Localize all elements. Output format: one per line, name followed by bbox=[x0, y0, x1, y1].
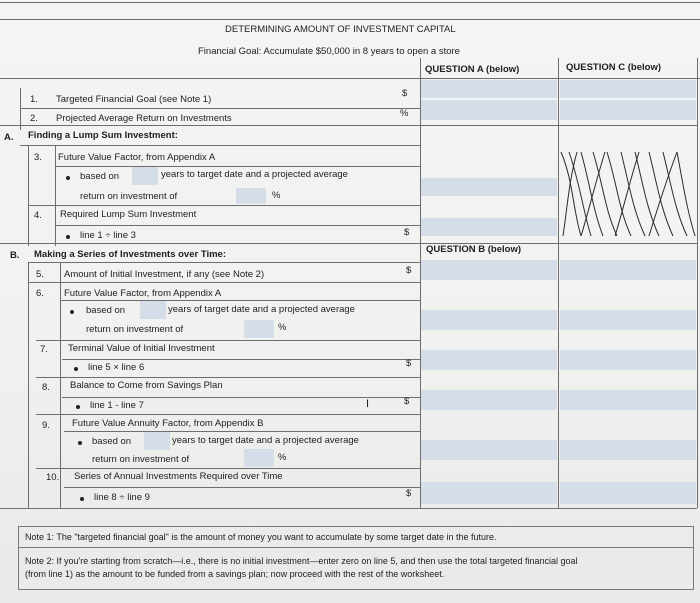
q-b-line8-cell[interactable] bbox=[421, 390, 557, 410]
q-c-hatch-pattern bbox=[559, 150, 697, 238]
bullet-icon bbox=[80, 497, 84, 501]
q-b-line6-cell[interactable] bbox=[421, 310, 557, 330]
row-rule bbox=[64, 487, 420, 488]
line6-label: Future Value Factor, from Appendix A bbox=[64, 288, 222, 299]
row-rule bbox=[20, 108, 420, 109]
bullet-icon bbox=[78, 441, 82, 445]
line7-label: Terminal Value of Initial Investment bbox=[68, 343, 215, 354]
margin-line bbox=[28, 262, 29, 508]
line3-years-text: years to target date and a projected average bbox=[161, 169, 348, 180]
line1-dollar-sign: $ bbox=[402, 88, 408, 99]
note-2-line-2: (from line 1) as the amount to be funded from a savings plan; now proceed with the rest of the worksheet. bbox=[25, 569, 445, 579]
row-rule bbox=[28, 282, 420, 283]
line9-based-on: based on bbox=[92, 436, 132, 447]
text-cursor-icon: I bbox=[366, 398, 370, 410]
q-a-line3-cell[interactable] bbox=[421, 178, 557, 196]
line9-percent-sign: % bbox=[278, 452, 287, 463]
line6-based-on: based on bbox=[86, 305, 126, 316]
page-title: DETERMINING AMOUNT OF INVESTMENT CAPITAL bbox=[225, 24, 456, 35]
line4-calculation: line 1 ÷ line 3 bbox=[80, 230, 136, 241]
q-c-line7-cell[interactable] bbox=[560, 350, 696, 370]
section-a-letter: A. bbox=[4, 132, 14, 143]
bullet-icon bbox=[76, 405, 80, 409]
q-b-line7-cell[interactable] bbox=[421, 350, 557, 370]
line6-return-text: return on investment of bbox=[86, 324, 184, 335]
line8-label: Balance to Come from Savings Plan bbox=[70, 380, 223, 391]
q-c-line6-cell[interactable] bbox=[560, 310, 696, 330]
q-c-line5-cell[interactable] bbox=[560, 260, 696, 280]
line3-number: 3. bbox=[34, 152, 42, 163]
bullet-icon bbox=[70, 310, 74, 314]
line7-dollar-sign: $ bbox=[406, 358, 412, 369]
row-rule bbox=[28, 262, 420, 263]
line6-years-text: years of target date and a projected average bbox=[168, 304, 355, 315]
row-rule bbox=[0, 125, 697, 126]
notes-divider bbox=[19, 547, 693, 548]
q-b-line5-cell[interactable] bbox=[421, 260, 557, 280]
line4-label: Required Lump Sum Investment bbox=[60, 209, 197, 220]
line2-percent-sign: % bbox=[400, 108, 409, 119]
col-divider-c bbox=[697, 58, 698, 508]
row-rule bbox=[20, 145, 420, 146]
q-a-line4-cell[interactable] bbox=[421, 218, 557, 236]
line3-years-input[interactable] bbox=[132, 167, 158, 185]
q-c-line1-cell[interactable] bbox=[560, 80, 696, 98]
bullet-icon bbox=[74, 367, 78, 371]
line3-percent-sign: % bbox=[272, 190, 281, 201]
line7-number: 7. bbox=[40, 344, 48, 355]
question-a-header: QUESTION A (below) bbox=[425, 64, 520, 75]
line10-calculation: line 8 ÷ line 9 bbox=[94, 492, 150, 503]
line10-number: 10. bbox=[46, 472, 60, 483]
row-rule bbox=[36, 377, 420, 378]
bullet-icon bbox=[66, 176, 70, 180]
line8-dollar-sign: $ bbox=[404, 396, 410, 407]
line2-number: 2. bbox=[30, 113, 38, 124]
q-c-line9-cell[interactable] bbox=[560, 440, 696, 460]
note-1: Note 1: The "targeted financial goal" is the amount of money you want to accumulate by some target date in the future. bbox=[25, 532, 497, 542]
note-2-line-1: Note 2: If you're starting from scratch—i.e., there is no initial investment—enter zero on line 5, and then use the total targeted financial goal bbox=[25, 556, 578, 566]
row-rule bbox=[0, 243, 697, 244]
line10-dollar-sign: $ bbox=[406, 488, 412, 499]
line3-rate-input[interactable] bbox=[236, 188, 266, 204]
line10-label: Series of Annual Investments Required over Time bbox=[74, 471, 283, 482]
row-rule bbox=[62, 359, 420, 360]
line5-number: 5. bbox=[36, 269, 44, 280]
line3-return-text: return on investment of bbox=[80, 191, 178, 202]
line1-label: Targeted Financial Goal (see Note 1) bbox=[56, 94, 212, 105]
line6-rate-input[interactable] bbox=[244, 320, 274, 338]
line8-number: 8. bbox=[42, 382, 50, 393]
line7-calculation: line 5 × line 6 bbox=[88, 362, 145, 373]
margin-line bbox=[28, 146, 29, 246]
line1-number: 1. bbox=[30, 94, 38, 105]
row-rule bbox=[55, 166, 420, 167]
line4-number: 4. bbox=[34, 210, 42, 221]
header-rule bbox=[0, 78, 700, 79]
q-a-line2-cell[interactable] bbox=[421, 100, 557, 120]
line3-label: Future Value Factor, from Appendix A bbox=[58, 152, 216, 163]
q-c-line10-cell[interactable] bbox=[560, 482, 696, 504]
line3-based-on: based on bbox=[80, 171, 120, 182]
row-rule bbox=[28, 205, 420, 206]
section-b-title: Making a Series of Investments over Time: bbox=[34, 249, 227, 260]
q-b-line9-cell[interactable] bbox=[421, 440, 557, 460]
line2-label: Projected Average Return on Investments bbox=[56, 113, 232, 124]
row-rule bbox=[60, 300, 420, 301]
q-a-line1-cell[interactable] bbox=[421, 80, 557, 98]
line9-years-input[interactable] bbox=[144, 432, 170, 450]
line5-dollar-sign: $ bbox=[406, 265, 412, 276]
financial-goal: Financial Goal: Accumulate $50,000 in 8 years to open a store bbox=[198, 46, 460, 57]
section-a-title: Finding a Lump Sum Investment: bbox=[28, 130, 178, 141]
line9-years-text: years to target date and a projected average bbox=[172, 435, 359, 446]
line9-label: Future Value Annuity Factor, from Appendix B bbox=[72, 418, 264, 429]
margin-line bbox=[55, 146, 56, 246]
top-rule-2 bbox=[0, 19, 700, 20]
question-c-header: QUESTION C (below) bbox=[566, 62, 661, 73]
line6-years-input[interactable] bbox=[140, 301, 166, 319]
notes-box bbox=[18, 526, 694, 590]
line6-number: 6. bbox=[36, 288, 44, 299]
row-rule bbox=[56, 225, 420, 226]
line9-number: 9. bbox=[42, 420, 50, 431]
row-rule bbox=[36, 414, 420, 415]
line9-rate-input[interactable] bbox=[244, 449, 274, 467]
q-c-line2-cell[interactable] bbox=[560, 100, 696, 120]
line8-calculation: line 1 - line 7 bbox=[90, 400, 144, 411]
row-rule bbox=[36, 340, 420, 341]
line6-percent-sign: % bbox=[278, 322, 287, 333]
bullet-icon bbox=[66, 235, 70, 239]
line4-dollar-sign: $ bbox=[404, 227, 410, 238]
line9-return-text: return on investment of bbox=[92, 454, 190, 465]
line5-label: Amount of Initial Investment, if any (see Note 2) bbox=[64, 269, 265, 280]
q-b-line10-cell[interactable] bbox=[421, 482, 557, 504]
row-rule bbox=[0, 508, 697, 509]
top-rule bbox=[0, 2, 700, 3]
row-rule bbox=[36, 468, 420, 469]
q-c-line8-cell[interactable] bbox=[560, 390, 696, 410]
section-b-letter: B. bbox=[10, 250, 20, 261]
question-b-header: QUESTION B (below) bbox=[426, 244, 521, 255]
margin-line bbox=[20, 88, 21, 130]
row-rule bbox=[64, 431, 420, 432]
margin-line bbox=[60, 262, 61, 508]
